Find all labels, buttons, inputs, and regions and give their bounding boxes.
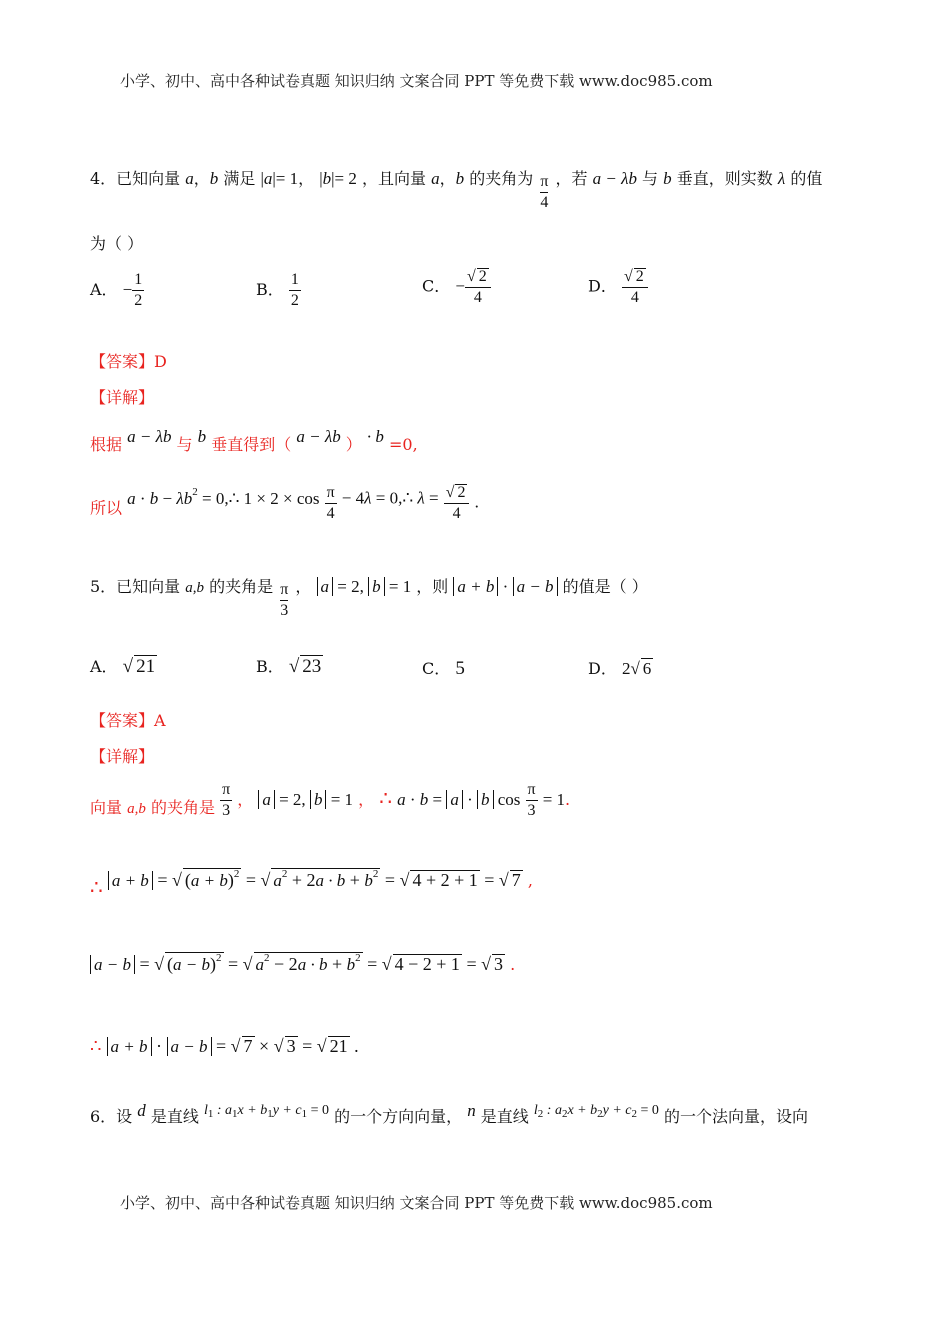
q5-solution-line4: ∴ a + b · a − b = √ 7 × √ 3 = √ 21 . (90, 1036, 359, 1057)
q6-stem: 6．设 d 是直线 $l_1$ : $a_1x + b_1y + c_1 = 0$ 的一个方向向量， n 是直线 $l_2$ : $a_2x + b_2y + c_2 = 0$ 的一个法向量，设向 (90, 1101, 809, 1126)
q4-option-b: B． $\frac{1}{2}$ (256, 271, 299, 309)
q4-answer: 【答案】D (90, 352, 167, 371)
q5-solution-line3: a − b = √ $(a - b)^2$ = √ $a^2 - 2a \cdot b + b^2$ = √ 4 − 2 + 1 = √ 3 . (90, 952, 515, 973)
q5-option-c: C． 5 (422, 658, 465, 679)
q4-option-c: C． − $\frac{√ 2}{4}$ (422, 268, 491, 306)
q5-solution-line2: ∴ a + b = √ $(a + b)^2$ = √ $a^2 + 2a \cdot b + b^2$ = √ 4 + 2 + 1 = √ 7 , (90, 868, 533, 899)
q5-answer: 【答案】A (90, 711, 166, 730)
q4-solution-line1: 根据 a − λb 与 b 垂直得到（ a − λb ） · b =0, (90, 427, 418, 454)
page-header: 小学、初中、高中各种试卷真题 知识归纳 文案合同 PPT 等免费下载 www.doc985.com (120, 72, 713, 90)
q4-solution-line2: 所以 $a \cdot b - \lambda b^2$ = 0,∴ 1 × 2 × cos $\frac{\pi}{4}$ − 4λ = 0,∴ λ = $\frac{√ 2}{4}$ . (90, 483, 479, 522)
q5-solution-line1: 向量 a,b 的夹角是 $\frac{\pi}{3}$ ， a = 2, b = 1 ， ∴ a · b = a · b cos $\frac{\pi}{3}$ = 1. (90, 781, 571, 819)
q4-option-d: D． $\frac{√ 2}{4}$ (588, 268, 648, 306)
q4-number: 4．已知向量 (90, 169, 181, 188)
q6-number: 6．设 (90, 1107, 133, 1126)
q5-number: 5．已知向量 (90, 577, 181, 596)
q4-option-a: A． − $\frac{1}{2}$ (90, 271, 143, 309)
q5-option-a: A． √ 21 (90, 656, 156, 677)
q5-stem: 5．已知向量 a,b 的夹角是 $\frac{\pi}{3}$ ， a = 2, b = 1 ，则 a + b · a − b 的值是（ ） (90, 577, 648, 619)
q4-stem-line2: 为（ ） (90, 234, 144, 253)
q5-option-b: B． √ 23 (256, 656, 322, 677)
page-footer: 小学、初中、高中各种试卷真题 知识归纳 文案合同 PPT 等免费下载 www.doc985.com (120, 1194, 713, 1212)
q4-detail-label: 【详解】 (90, 388, 155, 407)
q5-option-d: D． 2√ 6 (588, 659, 652, 678)
q4-stem-line1: 4．已知向量 a，b 满足 |a|= 1， |b|= 2 ，且向量 a，b 的夹角为 $\frac{\pi}{4}$ ，若 a − λb 与 b 垂直，则实数 λ 的值 (90, 169, 823, 211)
q5-detail-label: 【详解】 (90, 747, 155, 766)
